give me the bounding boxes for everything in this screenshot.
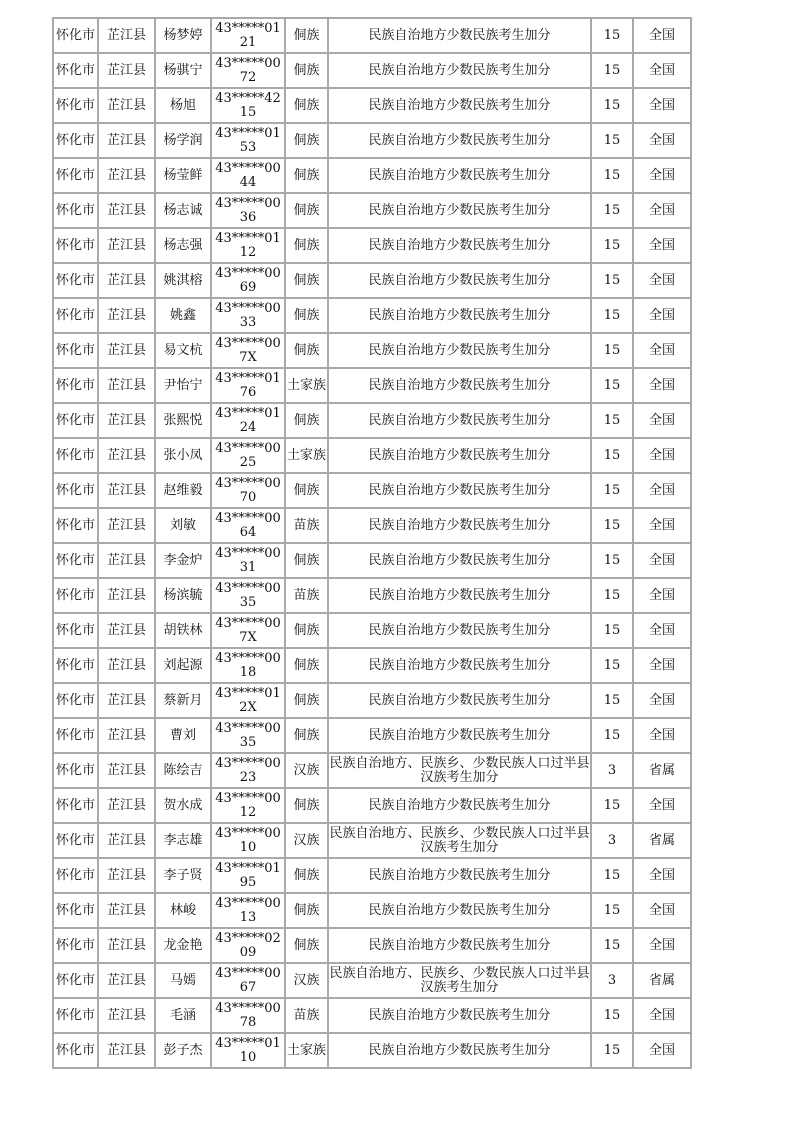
city-cell: 怀化市 <box>54 334 99 369</box>
county-cell: 芷江县 <box>99 894 156 929</box>
student-name-cell: 张小凤 <box>156 439 212 474</box>
bonus-policy-cell: 民族自治地方少数民族考生加分 <box>329 579 592 614</box>
bonus-points-cell: 15 <box>592 509 634 544</box>
scope-cell: 省属 <box>634 754 692 789</box>
scope-cell: 全国 <box>634 474 692 509</box>
city-cell: 怀化市 <box>54 859 99 894</box>
id-number-cell: 43*****0031 <box>212 544 286 579</box>
bonus-policy-cell: 民族自治地方少数民族考生加分 <box>329 194 592 229</box>
id-number-cell: 43*****0070 <box>212 474 286 509</box>
bonus-points-cell: 15 <box>592 299 634 334</box>
id-number-cell: 43*****0033 <box>212 299 286 334</box>
table-row <box>54 579 692 614</box>
ethnicity-cell: 苗族 <box>286 999 329 1034</box>
city-cell: 怀化市 <box>54 649 99 684</box>
bonus-policy-cell: 民族自治地方少数民族考生加分 <box>329 404 592 439</box>
ethnicity-cell: 汉族 <box>286 754 329 789</box>
bonus-policy-cell: 民族自治地方少数民族考生加分 <box>329 19 592 54</box>
scope-cell: 全国 <box>634 89 692 124</box>
county-cell: 芷江县 <box>99 264 156 299</box>
student-name-cell: 杨学润 <box>156 124 212 159</box>
bonus-policy-cell: 民族自治地方、民族乡、少数民族人口过半县汉族考生加分 <box>329 824 592 859</box>
bonus-policy-cell: 民族自治地方少数民族考生加分 <box>329 719 592 754</box>
city-cell: 怀化市 <box>54 824 99 859</box>
county-cell: 芷江县 <box>99 474 156 509</box>
bonus-policy-cell: 民族自治地方少数民族考生加分 <box>329 509 592 544</box>
ethnicity-cell: 侗族 <box>286 159 329 194</box>
ethnicity-cell: 侗族 <box>286 229 329 264</box>
student-name-cell: 杨骐宁 <box>156 54 212 89</box>
ethnicity-cell: 土家族 <box>286 1034 329 1069</box>
bonus-points-cell: 15 <box>592 719 634 754</box>
scope-cell: 全国 <box>634 509 692 544</box>
county-cell: 芷江县 <box>99 159 156 194</box>
county-cell: 芷江县 <box>99 404 156 439</box>
scope-cell: 全国 <box>634 124 692 159</box>
bonus-points-cell: 15 <box>592 404 634 439</box>
bonus-policy-cell: 民族自治地方、民族乡、少数民族人口过半县汉族考生加分 <box>329 754 592 789</box>
id-number-cell: 43*****0069 <box>212 264 286 299</box>
city-cell: 怀化市 <box>54 229 99 264</box>
bonus-points-cell: 15 <box>592 124 634 159</box>
student-name-cell: 贺水成 <box>156 789 212 824</box>
scope-cell: 全国 <box>634 789 692 824</box>
scope-cell: 全国 <box>634 369 692 404</box>
bonus-points-cell: 15 <box>592 54 634 89</box>
scope-cell: 全国 <box>634 579 692 614</box>
county-cell: 芷江县 <box>99 229 156 264</box>
student-name-cell: 张熙悦 <box>156 404 212 439</box>
city-cell: 怀化市 <box>54 439 99 474</box>
bonus-points-cell: 15 <box>592 1034 634 1069</box>
ethnicity-cell: 苗族 <box>286 579 329 614</box>
city-cell: 怀化市 <box>54 264 99 299</box>
bonus-points-cell: 15 <box>592 19 634 54</box>
scope-cell: 全国 <box>634 544 692 579</box>
ethnicity-cell: 苗族 <box>286 509 329 544</box>
scope-cell: 全国 <box>634 929 692 964</box>
ethnicity-cell: 侗族 <box>286 89 329 124</box>
bonus-points-cell: 15 <box>592 89 634 124</box>
scope-cell: 全国 <box>634 859 692 894</box>
id-number-cell: 43*****0035 <box>212 719 286 754</box>
county-cell: 芷江县 <box>99 124 156 159</box>
scope-cell: 全国 <box>634 999 692 1034</box>
county-cell: 芷江县 <box>99 964 156 999</box>
id-number-cell: 43*****0195 <box>212 859 286 894</box>
bonus-points-cell: 15 <box>592 264 634 299</box>
table-row <box>54 19 692 54</box>
city-cell: 怀化市 <box>54 929 99 964</box>
student-name-cell: 彭子杰 <box>156 1034 212 1069</box>
scope-cell: 全国 <box>634 649 692 684</box>
table-row <box>54 509 692 544</box>
county-cell: 芷江县 <box>99 369 156 404</box>
scope-cell: 全国 <box>634 719 692 754</box>
city-cell: 怀化市 <box>54 54 99 89</box>
bonus-points-cell: 15 <box>592 194 634 229</box>
student-name-cell: 刘起源 <box>156 649 212 684</box>
city-cell: 怀化市 <box>54 894 99 929</box>
student-name-cell: 李志雄 <box>156 824 212 859</box>
bonus-policy-cell: 民族自治地方少数民族考生加分 <box>329 859 592 894</box>
bonus-policy-cell: 民族自治地方少数民族考生加分 <box>329 999 592 1034</box>
id-number-cell: 43*****0209 <box>212 929 286 964</box>
bonus-policy-cell: 民族自治地方少数民族考生加分 <box>329 684 592 719</box>
id-number-cell: 43*****0010 <box>212 824 286 859</box>
bonus-policy-cell: 民族自治地方少数民族考生加分 <box>329 929 592 964</box>
bonus-policy-cell: 民族自治地方少数民族考生加分 <box>329 229 592 264</box>
ethnicity-cell: 侗族 <box>286 544 329 579</box>
bonus-points-cell: 15 <box>592 159 634 194</box>
ethnicity-cell: 侗族 <box>286 649 329 684</box>
table-row <box>54 194 692 229</box>
city-cell: 怀化市 <box>54 544 99 579</box>
scope-cell: 全国 <box>634 54 692 89</box>
id-number-cell: 43*****4215 <box>212 89 286 124</box>
ethnicity-cell: 侗族 <box>286 264 329 299</box>
id-number-cell: 43*****0078 <box>212 999 286 1034</box>
table-row <box>54 929 692 964</box>
student-name-cell: 蔡新月 <box>156 684 212 719</box>
table-row <box>54 614 692 649</box>
id-number-cell: 43*****0110 <box>212 1034 286 1069</box>
id-number-cell: 43*****007X <box>212 334 286 369</box>
county-cell: 芷江县 <box>99 544 156 579</box>
student-name-cell: 杨梦婷 <box>156 19 212 54</box>
table-row <box>54 299 692 334</box>
city-cell: 怀化市 <box>54 999 99 1034</box>
bonus-policy-cell: 民族自治地方少数民族考生加分 <box>329 264 592 299</box>
county-cell: 芷江县 <box>99 649 156 684</box>
bonus-points-cell: 15 <box>592 579 634 614</box>
city-cell: 怀化市 <box>54 299 99 334</box>
id-number-cell: 43*****0013 <box>212 894 286 929</box>
student-name-cell: 赵维毅 <box>156 474 212 509</box>
ethnicity-cell: 侗族 <box>286 334 329 369</box>
id-number-cell: 43*****0025 <box>212 439 286 474</box>
student-name-cell: 杨莹鲜 <box>156 159 212 194</box>
id-number-cell: 43*****0072 <box>212 54 286 89</box>
bonus-points-cell: 15 <box>592 929 634 964</box>
county-cell: 芷江县 <box>99 859 156 894</box>
table-row <box>54 859 692 894</box>
city-cell: 怀化市 <box>54 614 99 649</box>
id-number-cell: 43*****0035 <box>212 579 286 614</box>
city-cell: 怀化市 <box>54 789 99 824</box>
county-cell: 芷江县 <box>99 509 156 544</box>
city-cell: 怀化市 <box>54 404 99 439</box>
scope-cell: 全国 <box>634 439 692 474</box>
bonus-points-cell: 15 <box>592 894 634 929</box>
ethnicity-cell: 侗族 <box>286 684 329 719</box>
table-row <box>54 999 692 1034</box>
county-cell: 芷江县 <box>99 439 156 474</box>
id-number-cell: 43*****0153 <box>212 124 286 159</box>
ethnicity-cell: 侗族 <box>286 894 329 929</box>
bonus-policy-cell: 民族自治地方少数民族考生加分 <box>329 159 592 194</box>
bonus-points-cell: 3 <box>592 754 634 789</box>
id-number-cell: 43*****0036 <box>212 194 286 229</box>
table-row <box>54 229 692 264</box>
city-cell: 怀化市 <box>54 1034 99 1069</box>
student-name-cell: 曹刘 <box>156 719 212 754</box>
bonus-policy-cell: 民族自治地方少数民族考生加分 <box>329 89 592 124</box>
scope-cell: 全国 <box>634 264 692 299</box>
bonus-points-cell: 15 <box>592 789 634 824</box>
county-cell: 芷江县 <box>99 194 156 229</box>
student-name-cell: 杨旭 <box>156 89 212 124</box>
scope-cell: 省属 <box>634 824 692 859</box>
ethnicity-cell: 侗族 <box>286 929 329 964</box>
bonus-policy-cell: 民族自治地方、民族乡、少数民族人口过半县汉族考生加分 <box>329 964 592 999</box>
county-cell: 芷江县 <box>99 614 156 649</box>
ethnicity-cell: 侗族 <box>286 54 329 89</box>
ethnicity-cell: 侗族 <box>286 789 329 824</box>
id-number-cell: 43*****0012 <box>212 789 286 824</box>
county-cell: 芷江县 <box>99 54 156 89</box>
id-number-cell: 43*****0067 <box>212 964 286 999</box>
table-row <box>54 754 692 789</box>
county-cell: 芷江县 <box>99 789 156 824</box>
county-cell: 芷江县 <box>99 754 156 789</box>
bonus-points-cell: 15 <box>592 544 634 579</box>
city-cell: 怀化市 <box>54 194 99 229</box>
bonus-policy-cell: 民族自治地方少数民族考生加分 <box>329 299 592 334</box>
county-cell: 芷江县 <box>99 999 156 1034</box>
student-name-cell: 姚鑫 <box>156 299 212 334</box>
bonus-policy-cell: 民族自治地方少数民族考生加分 <box>329 544 592 579</box>
table-row <box>54 159 692 194</box>
student-name-cell: 毛涵 <box>156 999 212 1034</box>
bonus-policy-cell: 民族自治地方少数民族考生加分 <box>329 649 592 684</box>
scope-cell: 全国 <box>634 19 692 54</box>
bonus-points-cell: 3 <box>592 824 634 859</box>
county-cell: 芷江县 <box>99 89 156 124</box>
bonus-points-cell: 15 <box>592 439 634 474</box>
bonus-policy-cell: 民族自治地方少数民族考生加分 <box>329 124 592 159</box>
ethnicity-cell: 侗族 <box>286 124 329 159</box>
table-row <box>54 54 692 89</box>
student-name-cell: 李金炉 <box>156 544 212 579</box>
table-row <box>54 824 692 859</box>
student-name-cell: 杨志诚 <box>156 194 212 229</box>
county-cell: 芷江县 <box>99 579 156 614</box>
scope-cell: 全国 <box>634 404 692 439</box>
city-cell: 怀化市 <box>54 474 99 509</box>
bonus-points-cell: 15 <box>592 229 634 264</box>
ethnicity-cell: 侗族 <box>286 404 329 439</box>
ethnicity-cell: 土家族 <box>286 369 329 404</box>
scope-cell: 全国 <box>634 684 692 719</box>
id-number-cell: 43*****0023 <box>212 754 286 789</box>
bonus-points-cell: 15 <box>592 649 634 684</box>
city-cell: 怀化市 <box>54 124 99 159</box>
table-row <box>54 264 692 299</box>
bonus-policy-cell: 民族自治地方少数民族考生加分 <box>329 614 592 649</box>
ethnicity-cell: 侗族 <box>286 194 329 229</box>
student-name-cell: 姚淇榕 <box>156 264 212 299</box>
bonus-points-cell: 15 <box>592 369 634 404</box>
scope-cell: 全国 <box>634 334 692 369</box>
roster-body <box>54 19 692 1069</box>
bonus-policy-cell: 民族自治地方少数民族考生加分 <box>329 369 592 404</box>
id-number-cell: 43*****0176 <box>212 369 286 404</box>
table-row <box>54 684 692 719</box>
table-row <box>54 439 692 474</box>
bonus-policy-cell: 民族自治地方少数民族考生加分 <box>329 474 592 509</box>
ethnicity-cell: 侗族 <box>286 299 329 334</box>
ethnicity-cell: 侗族 <box>286 614 329 649</box>
table-row <box>54 334 692 369</box>
county-cell: 芷江县 <box>99 1034 156 1069</box>
ethnicity-cell: 侗族 <box>286 474 329 509</box>
scope-cell: 全国 <box>634 159 692 194</box>
ethnicity-cell: 侗族 <box>286 859 329 894</box>
table-row <box>54 649 692 684</box>
bonus-policy-cell: 民族自治地方少数民族考生加分 <box>329 334 592 369</box>
scope-cell: 全国 <box>634 614 692 649</box>
bonus-points-cell: 15 <box>592 859 634 894</box>
county-cell: 芷江县 <box>99 824 156 859</box>
ethnicity-cell: 汉族 <box>286 964 329 999</box>
id-number-cell: 43*****0112 <box>212 229 286 264</box>
id-number-cell: 43*****0064 <box>212 509 286 544</box>
student-name-cell: 林峻 <box>156 894 212 929</box>
bonus-points-cell: 15 <box>592 999 634 1034</box>
bonus-policy-cell: 民族自治地方少数民族考生加分 <box>329 54 592 89</box>
id-number-cell: 43*****007X <box>212 614 286 649</box>
table-row <box>54 1034 692 1069</box>
city-cell: 怀化市 <box>54 369 99 404</box>
city-cell: 怀化市 <box>54 964 99 999</box>
ethnicity-cell: 汉族 <box>286 824 329 859</box>
student-name-cell: 陈绘吉 <box>156 754 212 789</box>
table-row <box>54 719 692 754</box>
student-name-cell: 胡铁林 <box>156 614 212 649</box>
table-row <box>54 544 692 579</box>
id-number-cell: 43*****012X <box>212 684 286 719</box>
table-row <box>54 124 692 159</box>
bonus-roster-table <box>52 17 692 1069</box>
table-row <box>54 964 692 999</box>
bonus-points-cell: 15 <box>592 614 634 649</box>
bonus-policy-cell: 民族自治地方少数民族考生加分 <box>329 1034 592 1069</box>
bonus-policy-cell: 民族自治地方少数民族考生加分 <box>329 789 592 824</box>
bonus-policy-cell: 民族自治地方少数民族考生加分 <box>329 894 592 929</box>
student-name-cell: 易文杭 <box>156 334 212 369</box>
bonus-points-cell: 15 <box>592 474 634 509</box>
city-cell: 怀化市 <box>54 19 99 54</box>
city-cell: 怀化市 <box>54 719 99 754</box>
student-name-cell: 刘敏 <box>156 509 212 544</box>
ethnicity-cell: 侗族 <box>286 19 329 54</box>
student-name-cell: 杨滨毓 <box>156 579 212 614</box>
student-name-cell: 李子贤 <box>156 859 212 894</box>
table-row <box>54 404 692 439</box>
city-cell: 怀化市 <box>54 509 99 544</box>
county-cell: 芷江县 <box>99 719 156 754</box>
id-number-cell: 43*****0124 <box>212 404 286 439</box>
bonus-policy-cell: 民族自治地方少数民族考生加分 <box>329 439 592 474</box>
id-number-cell: 43*****0121 <box>212 19 286 54</box>
county-cell: 芷江县 <box>99 684 156 719</box>
table-row <box>54 894 692 929</box>
id-number-cell: 43*****0044 <box>212 159 286 194</box>
scope-cell: 全国 <box>634 299 692 334</box>
student-name-cell: 尹怡宁 <box>156 369 212 404</box>
scope-cell: 省属 <box>634 964 692 999</box>
city-cell: 怀化市 <box>54 684 99 719</box>
city-cell: 怀化市 <box>54 754 99 789</box>
county-cell: 芷江县 <box>99 929 156 964</box>
id-number-cell: 43*****0018 <box>212 649 286 684</box>
scope-cell: 全国 <box>634 194 692 229</box>
bonus-points-cell: 15 <box>592 334 634 369</box>
county-cell: 芷江县 <box>99 19 156 54</box>
city-cell: 怀化市 <box>54 579 99 614</box>
student-name-cell: 杨志强 <box>156 229 212 264</box>
bonus-points-cell: 15 <box>592 684 634 719</box>
bonus-points-cell: 3 <box>592 964 634 999</box>
scope-cell: 全国 <box>634 229 692 264</box>
student-name-cell: 龙金艳 <box>156 929 212 964</box>
scope-cell: 全国 <box>634 1034 692 1069</box>
table-row <box>54 474 692 509</box>
table-row <box>54 369 692 404</box>
city-cell: 怀化市 <box>54 89 99 124</box>
city-cell: 怀化市 <box>54 159 99 194</box>
table-row <box>54 789 692 824</box>
scope-cell: 全国 <box>634 894 692 929</box>
county-cell: 芷江县 <box>99 334 156 369</box>
county-cell: 芷江县 <box>99 299 156 334</box>
ethnicity-cell: 侗族 <box>286 719 329 754</box>
table-row <box>54 89 692 124</box>
ethnicity-cell: 土家族 <box>286 439 329 474</box>
student-name-cell: 马嫣 <box>156 964 212 999</box>
